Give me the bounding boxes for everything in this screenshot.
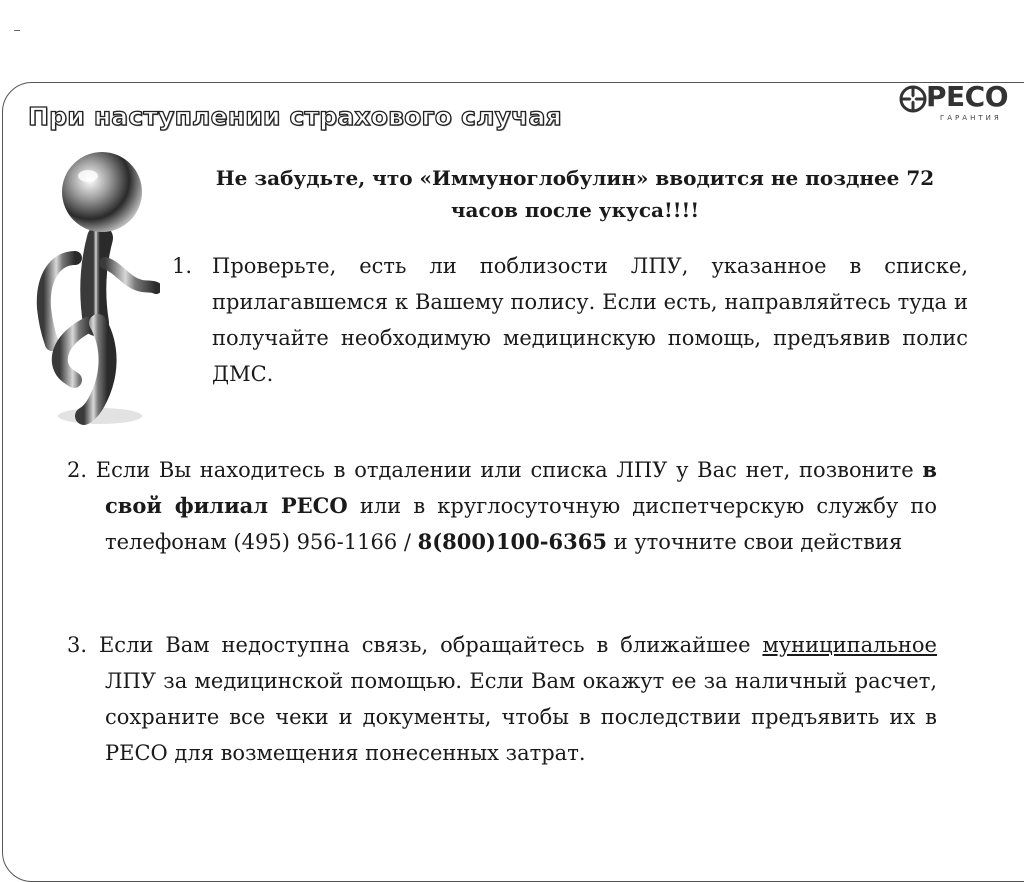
step-2-hotline-number: 8(800)100-6365 bbox=[417, 529, 607, 554]
step-3 bbox=[67, 627, 937, 771]
reso-logo-icon bbox=[898, 84, 928, 114]
scan-artifact bbox=[14, 30, 20, 31]
step-3-underlined-word: муниципальное bbox=[762, 633, 937, 657]
step-2 bbox=[67, 452, 937, 560]
page-title: При наступлении страхового случая bbox=[28, 102, 562, 131]
step-3-suffix: ЛПУ за медицинской помощью. Если Вам окажут ее за наличный расчет, сохраните все чеки и документы, чтобы в последствии предъявить их в РЕСО для возмещения понесенных затрат. bbox=[105, 669, 937, 765]
logo-name: РЕСО bbox=[926, 80, 1008, 113]
logo-subtitle: ГАРАНТИЯ bbox=[940, 114, 1002, 122]
deadline-notice: Не забудьте, что «Иммуноглобулин» вводится не позднее 72 часов после укуса!!!! bbox=[215, 166, 935, 222]
step-1-text: Проверьте, есть ли поблизости ЛПУ, указанное в списке, прилагавшемся к Вашему полису. Если есть, направляйтесь туда и получайте необходимую медицинскую помощь, предъявив полис ДМС. bbox=[212, 254, 968, 386]
step-2-suffix: и уточните свои действия bbox=[613, 530, 903, 554]
step-2-mid: или в круглосуточную диспетчерскую службу по телефонам (495) 956-1166 / bbox=[105, 494, 937, 554]
running-figure-illustration bbox=[30, 148, 160, 433]
step-1-number: 1. bbox=[172, 254, 193, 278]
step-3-prefix: 3. Если Вам недоступна связь, обращайтесь в ближайшее bbox=[67, 633, 751, 657]
step-2-branch-highlight: в свой филиал РЕСО bbox=[105, 457, 937, 518]
step-2-prefix: 2. Если Вы находитесь в отдалении или списка ЛПУ у Вас нет, позвоните bbox=[67, 458, 914, 482]
reso-logo bbox=[896, 80, 1024, 124]
